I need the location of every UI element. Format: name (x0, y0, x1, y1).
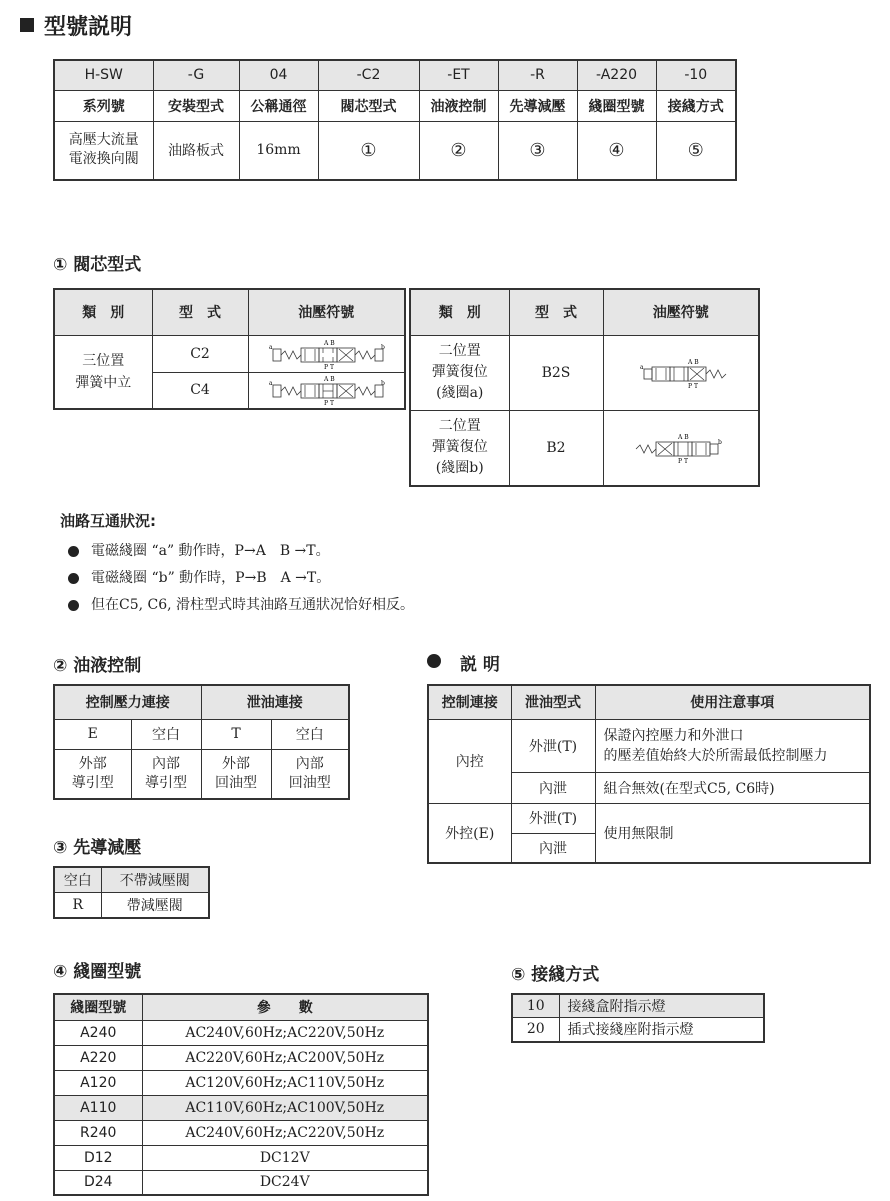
spool-header-row (410, 289, 759, 335)
coil-code: A110 (54, 1095, 142, 1120)
header-cell: 綫圈型號 (54, 994, 142, 1020)
label-cell: 安裝型式 (153, 90, 239, 121)
bullet-icon (68, 573, 79, 584)
oil-code: T (201, 719, 271, 749)
header-cell: 控制連接 (428, 685, 511, 719)
spool-row (410, 335, 759, 410)
wiring-desc: 插式接綫座附指示燈 (559, 1017, 764, 1042)
oil-desc-row (54, 749, 349, 799)
spool-category: 二位置 彈簧復位 (綫圈b) (410, 410, 509, 486)
flow-item (68, 567, 330, 587)
oil-code: 空白 (131, 719, 201, 749)
spool-type: B2 (509, 410, 603, 486)
sol-b-label: b (717, 438, 722, 446)
label-cell: 油液控制 (419, 90, 498, 121)
control-internal: 內控 (428, 719, 511, 803)
pilot-row (54, 867, 209, 892)
coil-section-title: ④ 綫圈型號 (53, 962, 142, 982)
coil-row (54, 1170, 428, 1195)
header-cell: 使用注意事項 (595, 685, 870, 719)
label-cell: 公稱通徑 (239, 90, 318, 121)
label-cell: 系列號 (54, 90, 153, 121)
flow-item (68, 594, 414, 614)
value-cell: ⑤ (656, 121, 736, 180)
symbol-c4 (248, 372, 405, 409)
coil-row (54, 1020, 428, 1045)
header-cell: 型 式 (152, 289, 248, 335)
pilot-section-title: ③ 先導減壓 (53, 838, 142, 858)
spool-row (54, 335, 405, 372)
coil-row (54, 1045, 428, 1070)
value-cell: 16mm (239, 121, 318, 180)
coil-code: D24 (54, 1170, 142, 1195)
header-cell: 參 數 (142, 994, 428, 1020)
value-cell: 高壓大流量 電液換向閥 (54, 121, 153, 180)
explain-header-row (428, 685, 870, 719)
header-cell: 泄油連接 (201, 685, 349, 719)
coil-row (54, 1070, 428, 1095)
code-cell: -ET (419, 60, 498, 90)
value-cell: ④ (577, 121, 656, 180)
explain-bullet-icon (427, 654, 441, 668)
oil-code-row (54, 719, 349, 749)
coil-param: AC120V,60Hz;AC110V,50Hz (142, 1070, 428, 1095)
header-cell: 類 別 (410, 289, 509, 335)
model-code-table (53, 59, 737, 181)
sol-a-label: a (269, 380, 273, 388)
coil-row (54, 1145, 428, 1170)
code-cell: H-SW (54, 60, 153, 90)
header-cell: 型 式 (509, 289, 603, 335)
wiring-row (512, 1017, 764, 1042)
oil-header-row (54, 685, 349, 719)
port-label-bottom: P T (324, 363, 335, 370)
wiring-section-title: ⑤ 接綫方式 (511, 965, 600, 985)
sol-a-label: a (269, 343, 273, 351)
header-cell: 油壓符號 (603, 289, 759, 335)
spool-category: 三位置 彈簧中立 (54, 335, 152, 409)
explain-table (427, 684, 871, 864)
oil-desc: 內部 導引型 (131, 749, 201, 799)
label-cell: 接綫方式 (656, 90, 736, 121)
header-cell: 油壓符號 (248, 289, 405, 335)
code-cell: -R (498, 60, 577, 90)
coil-param: AC220V,60Hz;AC200V,50Hz (142, 1045, 428, 1070)
pilot-code: R (54, 892, 101, 918)
oil-desc: 外部 回油型 (201, 749, 271, 799)
spool-section-title: ① 閥芯型式 (53, 255, 142, 275)
coil-header-row (54, 994, 428, 1020)
spool-table-left (53, 288, 406, 410)
code-cell: -C2 (318, 60, 419, 90)
oil-desc: 外部 導引型 (54, 749, 131, 799)
pilot-table (53, 866, 210, 919)
note-cell: 保證內控壓力和外泄口 的壓差值始終大於所需最低控制壓力 (595, 719, 870, 772)
symbol-b2 (603, 410, 759, 486)
wiring-desc: 接綫盒附指示燈 (559, 994, 764, 1017)
coil-param: AC240V,60Hz;AC220V,50Hz (142, 1020, 428, 1045)
port-label-bottom: P T (687, 382, 698, 389)
drain-type: 外泄(T) (511, 719, 595, 772)
code-cell: -G (153, 60, 239, 90)
port-label-bottom: P T (677, 457, 688, 464)
value-cell: 油路板式 (153, 121, 239, 180)
value-cell: ③ (498, 121, 577, 180)
spool-type: C4 (152, 372, 248, 409)
label-cell: 先導減壓 (498, 90, 577, 121)
coil-row (54, 1120, 428, 1145)
coil-param: AC110V,60Hz;AC100V,50Hz (142, 1095, 428, 1120)
oil-section-title: ② 油液控制 (53, 656, 142, 676)
symbol-c2 (248, 335, 405, 372)
pilot-desc: 不帶減壓閥 (101, 867, 209, 892)
code-cell: 04 (239, 60, 318, 90)
valve-symbol-2pos-b2s-icon (626, 357, 736, 389)
oil-code: E (54, 719, 131, 749)
flow-item-text: 電磁綫圈 “b” 動作時，P→B A →T。 (91, 570, 331, 586)
code-cell: -10 (656, 60, 736, 90)
model-label-row (54, 90, 736, 121)
oil-control-table (53, 684, 350, 800)
page-title: 型號説明 (44, 15, 133, 40)
coil-code: A220 (54, 1045, 142, 1070)
coil-row (54, 1095, 428, 1120)
sol-b-label: b (381, 343, 386, 351)
header-cell: 控制壓力連接 (54, 685, 201, 719)
port-label-top: A B (324, 376, 335, 384)
valve-symbol-3pos-c2-icon (261, 338, 391, 370)
flow-item-text: 電磁綫圈 “a” 動作時，P→A B →T。 (91, 543, 330, 559)
control-external: 外控(E) (428, 803, 511, 863)
spool-header-row (54, 289, 405, 335)
coil-code: A120 (54, 1070, 142, 1095)
flow-item (68, 540, 330, 560)
spool-category: 二位置 彈簧復位 (綫圈a) (410, 335, 509, 410)
symbol-b2s (603, 335, 759, 410)
wiring-row (512, 994, 764, 1017)
bullet-icon (68, 600, 79, 611)
port-label-bottom: P T (324, 400, 335, 407)
spool-type: B2S (509, 335, 603, 410)
flow-item-text: 但在C5, C6, 滑柱型式時其油路互通狀况恰好相反。 (91, 597, 415, 613)
pilot-code: 空白 (54, 867, 101, 892)
port-label-top: A B (677, 433, 689, 441)
wiring-code: 20 (512, 1017, 559, 1042)
explain-section-title: 説 明 (460, 655, 500, 675)
explain-row (428, 803, 870, 833)
pilot-desc: 帶減壓閥 (101, 892, 209, 918)
label-cell: 綫圈型號 (577, 90, 656, 121)
coil-param: DC24V (142, 1170, 428, 1195)
coil-param: DC12V (142, 1145, 428, 1170)
valve-symbol-3pos-c4-icon (261, 374, 391, 406)
note-cell: 組合無效(在型式C5, C6時) (595, 772, 870, 803)
drain-type: 內泄 (511, 833, 595, 863)
drain-type: 內泄 (511, 772, 595, 803)
note-cell: 使用無限制 (595, 803, 870, 863)
pilot-row (54, 892, 209, 918)
oil-desc: 內部 回油型 (271, 749, 349, 799)
code-cell: -A220 (577, 60, 656, 90)
oil-code: 空白 (271, 719, 349, 749)
port-label-top: A B (687, 358, 699, 366)
flow-title: 油路互通狀況: (60, 512, 156, 530)
spool-row (410, 410, 759, 486)
spool-type: C2 (152, 335, 248, 372)
model-value-row (54, 121, 736, 180)
wiring-table (511, 993, 765, 1043)
coil-table (53, 993, 429, 1196)
explain-row (428, 719, 870, 772)
model-code-row (54, 60, 736, 90)
coil-code: A240 (54, 1020, 142, 1045)
wiring-code: 10 (512, 994, 559, 1017)
port-label-top: A B (324, 339, 335, 347)
value-cell: ② (419, 121, 498, 180)
header-cell: 類 別 (54, 289, 152, 335)
title-square-icon (20, 18, 34, 32)
bullet-icon (68, 546, 79, 557)
coil-param: AC240V,60Hz;AC220V,50Hz (142, 1120, 428, 1145)
header-cell: 泄油型式 (511, 685, 595, 719)
coil-code: D12 (54, 1145, 142, 1170)
label-cell: 閥芯型式 (318, 90, 419, 121)
spool-table-right (409, 288, 760, 487)
drain-type: 外泄(T) (511, 803, 595, 833)
value-cell: ① (318, 121, 419, 180)
sol-b-label: b (381, 380, 386, 388)
sol-a-label: a (639, 363, 644, 371)
valve-symbol-2pos-b2-icon (626, 432, 736, 464)
coil-code: R240 (54, 1120, 142, 1145)
